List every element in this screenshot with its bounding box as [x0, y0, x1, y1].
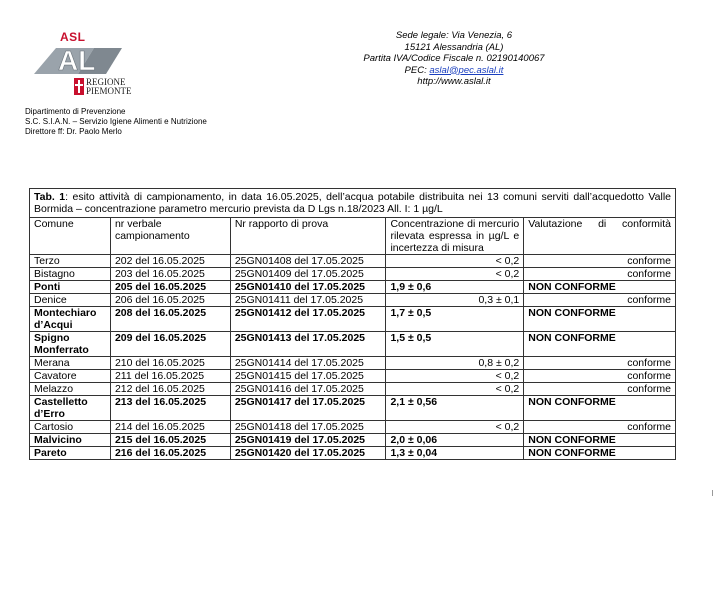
cell-rapporto: 25GN01412 del 17.05.2025	[230, 307, 386, 332]
table-row	[30, 447, 676, 460]
sede-website[interactable]: http://www.aslal.it	[417, 76, 491, 87]
cell-rapporto: 25GN01408 del 17.05.2025	[230, 255, 386, 268]
logo-asl-text: ASL	[60, 30, 86, 44]
cell-verbale: 214 del 16.05.2025	[110, 421, 230, 434]
cell-rapporto: 25GN01409 del 17.05.2025	[230, 268, 386, 281]
cell-rapporto: 25GN01420 del 17.05.2025	[230, 447, 386, 460]
table-row	[30, 332, 676, 357]
cell-comune: Merana	[30, 357, 111, 370]
table-caption-label: Tab. 1	[34, 191, 66, 203]
pec-email-link[interactable]: aslal@pec.aslal.it	[429, 64, 504, 76]
cell-verbale: 213 del 16.05.2025	[110, 396, 230, 421]
cell-valutazione: NON CONFORME	[524, 281, 676, 294]
logo-al-mark-icon	[34, 40, 124, 80]
cell-valutazione: conforme	[524, 268, 676, 281]
cell-concentrazione: 1,9 ± 0,6	[386, 281, 524, 294]
table-caption-text: : esito attività di campionamento, in data 16.05.2025, dell’acqua potabile distribuita nei 13 comuni serviti dall’acquedotto Valle Bormida – concentrazione parametro mercurio prevista da D Lgs n.18/2023 All. I: 1 µg/L	[34, 191, 671, 215]
table-row	[30, 281, 676, 294]
cell-concentrazione: < 0,2	[386, 370, 524, 383]
cell-comune: Cavatore	[30, 370, 111, 383]
cell-rapporto: 25GN01410 del 17.05.2025	[230, 281, 386, 294]
department-service: S.C. S.I.A.N. – Servizio Igiene Alimenti e Nutrizione	[25, 117, 207, 126]
header-verbale: nr verbale campionamento	[110, 218, 230, 255]
table-caption-row	[30, 189, 676, 218]
cell-valutazione: NON CONFORME	[524, 332, 676, 357]
cell-concentrazione: < 0,2	[386, 421, 524, 434]
cell-comune: Pareto	[30, 447, 111, 460]
legal-address	[330, 30, 578, 88]
table-row	[30, 383, 676, 396]
sede-pec	[330, 65, 578, 77]
cell-concentrazione: < 0,2	[386, 383, 524, 396]
sede-city: 15121 Alessandria (AL)	[404, 41, 504, 53]
cell-verbale: 212 del 16.05.2025	[110, 383, 230, 396]
table-row	[30, 434, 676, 447]
table-row	[30, 357, 676, 370]
cell-comune: Denice	[30, 294, 111, 307]
cell-rapporto: 25GN01413 del 17.05.2025	[230, 332, 386, 357]
piemonte-flag-icon	[74, 78, 84, 95]
cell-verbale: 202 del 16.05.2025	[110, 255, 230, 268]
cell-concentrazione: 0,3 ± 0,1	[386, 294, 524, 307]
table-row	[30, 421, 676, 434]
cell-verbale: 203 del 16.05.2025	[110, 268, 230, 281]
header-concentrazione: Concentrazione di mercurio rilevata espressa in µg/L e incertezza di misura	[386, 218, 524, 255]
table-row	[30, 255, 676, 268]
cell-rapporto: 25GN01417 del 17.05.2025	[230, 396, 386, 421]
table-body	[30, 255, 676, 460]
cell-valutazione: conforme	[524, 357, 676, 370]
sede-street: Sede legale: Via Venezia, 6	[395, 30, 513, 41]
table-header-row	[30, 218, 676, 255]
cell-valutazione: NON CONFORME	[524, 307, 676, 332]
cell-comune: Malvicino	[30, 434, 111, 447]
page-edge-mark	[712, 490, 713, 496]
table-row	[30, 370, 676, 383]
cell-verbale: 208 del 16.05.2025	[110, 307, 230, 332]
table-row	[30, 396, 676, 421]
cell-concentrazione: 2,0 ± 0,06	[386, 434, 524, 447]
table-caption	[30, 189, 676, 218]
cell-valutazione: NON CONFORME	[524, 447, 676, 460]
header-rapporto: Nr rapporto di prova	[230, 218, 386, 255]
logo-region-line1: REGIONE	[86, 77, 126, 87]
cell-verbale: 216 del 16.05.2025	[110, 447, 230, 460]
logo-region-line2: PIEMONTE	[86, 86, 132, 96]
cell-concentrazione: < 0,2	[386, 255, 524, 268]
cell-rapporto: 25GN01418 del 17.05.2025	[230, 421, 386, 434]
sede-vat: Partita IVA/Codice Fiscale n. 02190140067	[363, 53, 545, 64]
cell-comune: Cartosio	[30, 421, 111, 434]
cell-valutazione: conforme	[524, 370, 676, 383]
cell-valutazione: conforme	[524, 255, 676, 268]
cell-concentrazione: < 0,2	[386, 268, 524, 281]
cell-comune: Castelletto d’Erro	[30, 396, 111, 421]
cell-comune: Terzo	[30, 255, 111, 268]
department-name: Dipartimento di Prevenzione	[25, 107, 126, 116]
cell-verbale: 209 del 16.05.2025	[110, 332, 230, 357]
cell-verbale: 215 del 16.05.2025	[110, 434, 230, 447]
department-info	[25, 107, 207, 137]
table-row	[30, 268, 676, 281]
department-director: Direttore ff: Dr. Paolo Merlo	[25, 127, 122, 136]
table-row	[30, 307, 676, 332]
cell-rapporto: 25GN01415 del 17.05.2025	[230, 370, 386, 383]
cell-comune: Melazzo	[30, 383, 111, 396]
cell-rapporto: 25GN01411 del 17.05.2025	[230, 294, 386, 307]
cell-rapporto: 25GN01414 del 17.05.2025	[230, 357, 386, 370]
cell-verbale: 206 del 16.05.2025	[110, 294, 230, 307]
header-valutazione: Valutazione di conformità	[524, 218, 676, 255]
cell-rapporto: 25GN01416 del 17.05.2025	[230, 383, 386, 396]
asl-al-logo	[34, 30, 134, 106]
cell-rapporto: 25GN01419 del 17.05.2025	[230, 434, 386, 447]
cell-verbale: 210 del 16.05.2025	[110, 357, 230, 370]
sampling-results-table	[29, 188, 676, 460]
cell-concentrazione: 1,3 ± 0,04	[386, 447, 524, 460]
cell-valutazione: NON CONFORME	[524, 396, 676, 421]
cell-concentrazione: 0,8 ± 0,2	[386, 357, 524, 370]
cell-concentrazione: 1,5 ± 0,5	[386, 332, 524, 357]
cell-valutazione: conforme	[524, 421, 676, 434]
cell-valutazione: conforme	[524, 383, 676, 396]
table-row	[30, 294, 676, 307]
cell-valutazione: conforme	[524, 294, 676, 307]
logo-al-text: AL	[58, 45, 96, 76]
cell-verbale: 205 del 16.05.2025	[110, 281, 230, 294]
cell-comune: Montechiaro d’Acqui	[30, 307, 111, 332]
cell-verbale: 211 del 16.05.2025	[110, 370, 230, 383]
cell-comune: Ponti	[30, 281, 111, 294]
cell-concentrazione: 2,1 ± 0,56	[386, 396, 524, 421]
cell-comune: Spigno Monferrato	[30, 332, 111, 357]
cell-concentrazione: 1,7 ± 0,5	[386, 307, 524, 332]
cell-valutazione: NON CONFORME	[524, 434, 676, 447]
pec-label: PEC:	[404, 64, 430, 76]
header-comune: Comune	[30, 218, 111, 255]
cell-comune: Bistagno	[30, 268, 111, 281]
